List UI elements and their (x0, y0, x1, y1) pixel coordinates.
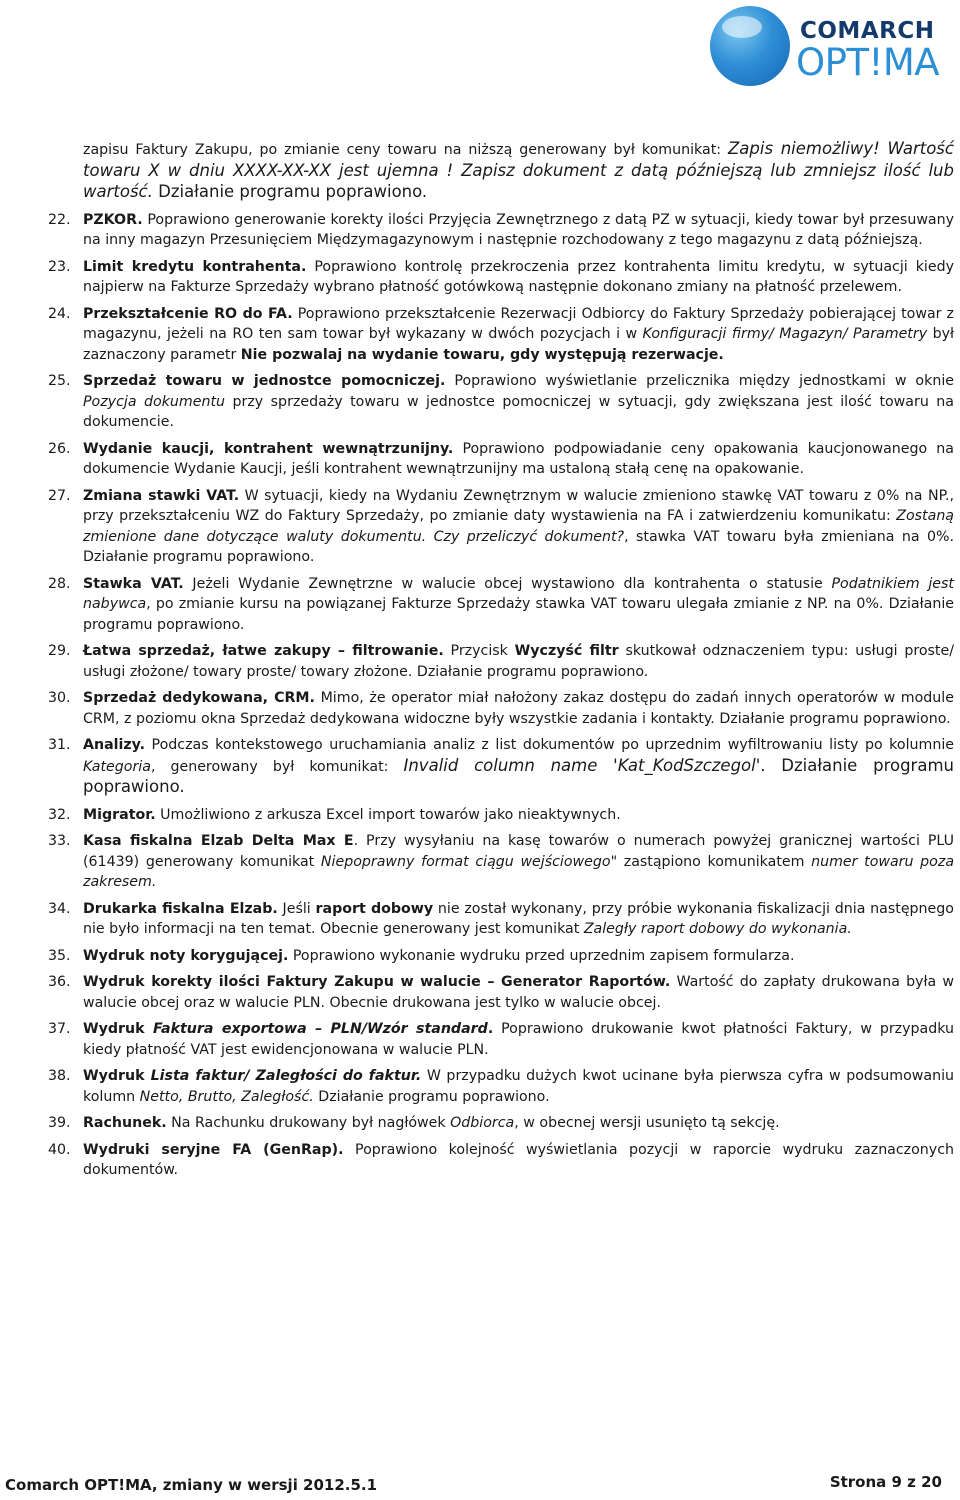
page-number: Strona 9 z 20 (829, 1473, 942, 1491)
footer-version: Comarch OPT!MA, zmiany w wersji 2012.5.1 (5, 1476, 378, 1494)
logo-brand: COMARCH (800, 18, 935, 44)
list-item: 23. Limit kredytu kontrahenta. Poprawiono kontrolę przekroczenia przez kontrahenta limitu kredytu, w sytuacji kiedy najpierw na Fakturze Sprzedaży wybrano płatność gotówkową następnie dokonano zmiany na płatność przelewem. (48, 258, 954, 295)
document-body (48, 139, 954, 1187)
list-item: 37. Wydruk Faktura exportowa – PLN/Wzór standard. Poprawiono drukowanie kwot płatności Faktury, w przypadku kiedy płatność VAT jest ewidencjonowana w walucie PLN. (48, 1021, 955, 1058)
list-item: 30. Sprzedaż dedykowana, CRM. Mimo, że operator miał nałożony zakaz dostępu do zadań innych operatorów w module CRM, z poziomu okna Sprzedaż dedykowana widoczne były wszystkie zadania i kontakty. Działanie programu poprawiono. (48, 690, 954, 727)
list-item: 24. Przekształcenie RO do FA. Poprawiono przekształcenie Rezerwacji Odbiorcy do Faktury Sprzedaży pobierającej towar z magazynu, jeżeli na RO ten sam towar był wykazany w dwóch pozycjach i w Konfiguracji firmy/ Magazyn/ Parametry był zaznaczony parametr Nie pozwalaj na wydanie towaru, gdy występują rezerwacje. (48, 305, 954, 363)
list-item: 32. Migrator. Umożliwiono z arkusza Excel import towarów jako nieaktywnych. (48, 806, 621, 823)
list-item: 34. Drukarka fiskalna Elzab. Jeśli raport dobowy nie został wykonany, przy próbie wykonania fiskalizacji dnia następnego nie było informacji na ten temat. Obecnie generowany jest komunikat Zaległy raport dobowy do wykonania. (48, 900, 954, 937)
logo-globe-icon (710, 6, 790, 86)
list-item: 39. Rachunek. Na Rachunku drukowany był nagłówek Odbiorca, w obecnej wersji usunięto tą sekcję. (48, 1115, 780, 1131)
list-item: 33. Kasa fiskalna Elzab Delta Max E. Przy wysyłaniu na kasę towarów o numerach powyżej granicznej wartości PLU (61439) generowany komunikat Niepoprawny format ciągu wejściowego" zastąpiono komunikatem numer towaru poza zakresem. (48, 833, 955, 890)
list-item: 29. Łatwa sprzedaż, łatwe zakupy – filtrowanie. Przycisk Wyczyść filtr skutkował odznaczeniem typu: usługi proste/ usługi złożone/ towary proste/ towary złożone. Działanie programu poprawiono. (48, 643, 954, 680)
list-item: 25. Sprzedaż towaru w jednostce pomocniczej. Poprawiono wyświetlanie przelicznika między jednostkami w oknie Pozycja dokumentu przy sprzedaży towaru w jednostce pomocniczej w sytuacji, gdy zwiększana jest ilość towaru na dokumencie. (48, 373, 954, 430)
list-item: 36. Wydruk korekty ilości Faktury Zakupu w walucie – Generator Raportów. Wartość do zapłaty drukowana była w walucie obcej oraz w walucie PLN. Obecnie drukowana jest tylko w walucie obcej. (48, 974, 955, 1011)
list-item: 31. Analizy. Podczas kontekstowego uruchamiania analiz z list dokumentów po uprzednim wyfiltrowaniu listy po kolumnie Kategoria, generowany był komunikat: Invalid column name 'Kat_KodSzczegol'. Działanie programu poprawiono. (48, 737, 954, 796)
footer-divider (0, 1467, 960, 1468)
intro-paragraph: zapisu Faktury Zakupu, po zmianie ceny towaru na niższą generowany był komunikat: Zapis niemożliwy! Wartość towaru X w dniu XXXX-XX-XX jest ujemna ! Zapisz dokument z datą późniejszą lub zmniejsz ilość lub wartość. Działanie programu poprawiono. (83, 139, 954, 201)
list-item: 27. Zmiana stawki VAT. W sytuacji, kiedy na Wydaniu Zewnętrznym w walucie zmieniono stawkę VAT towaru z 0% na NP., przy przekształceniu WZ do Faktury Sprzedaży, po zmianie daty wystawienia na FA i zatwierdzeniu komunikatu: Zostaną zmienione dane dotyczące waluty dokumentu. Czy przeliczyć dokument?, stawka VAT towaru była zmieniana na 0%. Działanie programu poprawiono. (48, 487, 954, 565)
list-item: 28. Stawka VAT. Jeżeli Wydanie Zewnętrzne w walucie obcej wystawiono dla kontrahenta o statusie Podatnikiem jest nabywca, po zmianie kursu na powiązanej Fakturze Sprzedaży stawka VAT towaru ulegała zmianie z NP. na 0%. Działanie programu poprawiono. (48, 575, 954, 633)
list-item: 35. Wydruk noty korygującej. Poprawiono wykonanie wydruku przed uprzednim zapisem formularza. (48, 947, 795, 964)
list-item: 38. Wydruk Lista faktur/ Zaległości do faktur. W przypadku dużych kwot ucinane była pierwsza cyfra w podsumowaniu kolumn Netto, Brutto, Zaległość. Działanie programu poprawiono. (48, 1068, 954, 1105)
list-item: 22. PZKOR. Poprawiono generowanie korekty ilości Przyjęcia Zewnętrznego z datą PZ w sytuacji, kiedy towar był przesuwany na inny magazyn Przesunięciem Międzymagazynowym i następnie rozchodowany z tego magazynu z datą późniejszą. (48, 211, 954, 248)
comarch-optima-logo (710, 4, 946, 90)
list-item: 40. Wydruki seryjne FA (GenRap). Poprawiono kolejność wyświetlania pozycji w raporcie wydruku zaznaczonych dokumentów. (48, 1141, 954, 1178)
list-item: 26. Wydanie kaucji, kontrahent wewnątrzunijny. Poprawiono podpowiadanie ceny opakowania kaucjonowanego na dokumencie Wydanie Kaucji, jeśli kontrahent wewnątrzunijny ma ustaloną stałą cenę na opakowanie. (48, 440, 954, 477)
logo-product: OPT!MA (796, 41, 940, 84)
